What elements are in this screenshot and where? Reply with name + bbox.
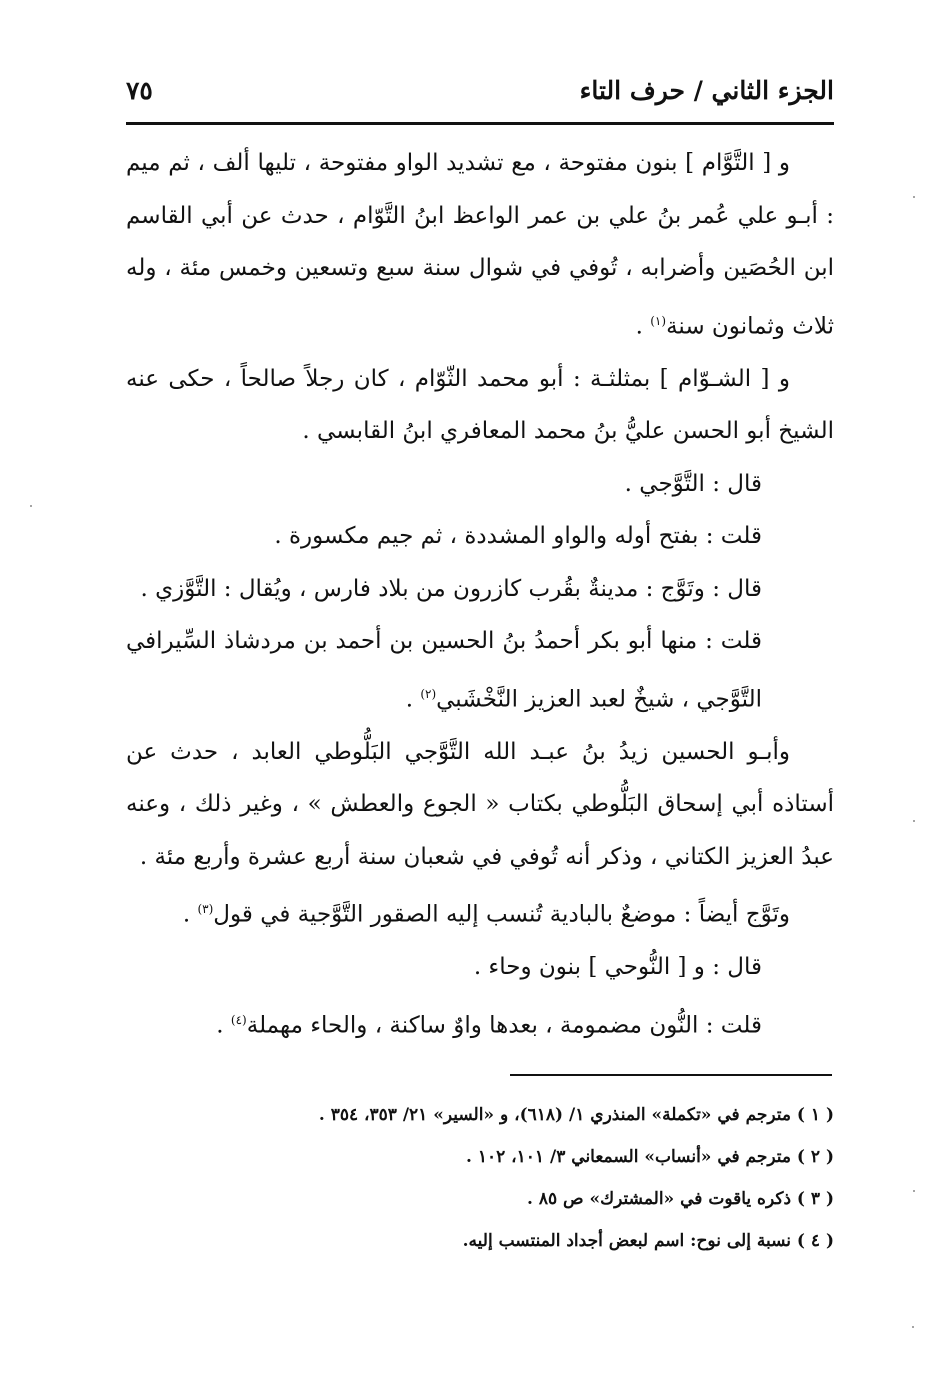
- footnote-4: ( ٤ ) نسبة إلى نوح: اسم لبعض أجداد المنتسب إليه.: [462, 1231, 834, 1251]
- quote-nuhi: قال : و [ النُّوحي ] بنون وحاء .: [473, 954, 762, 981]
- scan-speck: [913, 820, 915, 822]
- footnote-separator: [510, 1074, 832, 1076]
- footnote-2: ( ٢ ) مترجم في «أنساب» السمعاني ٣/ ١٠١، ١٠٢ .: [466, 1147, 834, 1167]
- running-title: الجزء الثاني / حرف التاء: [579, 76, 834, 105]
- scan-speck: [913, 1190, 915, 1192]
- footnote-1: ( ١ ) مترجم في «تكملة» المنذري ١/ (٦١٨)، و «السير» ٢١/ ٣٥٣، ٣٥٤ .: [318, 1105, 834, 1125]
- quote-tawwaj-city: قال : وتَوَّج : مدينةٌ بقُرب كازرون من بلاد فارس ، ويُقال : التَّوَّزي .: [140, 575, 762, 602]
- entry-text: قلت : منها أبو بكر أحمدُ بنُ الحسين بن أحمد بن مردشاذ السِّيرافي التَّوَّجي ، شيخٌ لعبد العزيز النَّخْشَبي: [126, 628, 762, 713]
- page-header: [126, 70, 834, 122]
- period: .: [216, 1012, 231, 1039]
- footnote-mark: (١): [650, 313, 667, 328]
- footnote-3: ( ٣ ) ذكره ياقوت في «المشترك» ص ٨٥ .: [527, 1189, 834, 1209]
- entry-text: و [ التَّوَّام ] بنون مفتوحة ، مع تشديد الواو مفتوحة ، تليها ألف ، ثم ميم : أبـو علي عُمر بنُ علي بن عمر الواعظ ابنُ التَّوّام ، حدث عن أبي القاسم ابن الحُصَين وأضرابه ، تُوفي في شوال سنة سبع وتسعين وخمس مئة ، وله ثلاث وثمانون سنة: [126, 150, 834, 340]
- entry-tawwam: [126, 137, 834, 353]
- note-abu-bakr: [126, 615, 834, 726]
- footnotes: [126, 1094, 834, 1262]
- period: .: [405, 686, 421, 713]
- entry-text: قلت : النُّون مضمومة ، بعدها واوٌ ساكنة ، والحاء مهملة: [246, 1012, 762, 1039]
- scan-speck: [912, 1326, 914, 1328]
- scan-speck: [913, 196, 915, 198]
- quote-tawwaji: قال : التَّوَّجي .: [624, 470, 762, 497]
- footnote-mark: (٣): [197, 902, 214, 917]
- entry-tawwaj-place: [126, 883, 834, 941]
- entry-thawwam: و [ الشـوّام ] بمثلثـة : أبو محمد الثّوّام ، كان رجلاً صالحاً ، حكى عنه الشيخ أبو الحسن عليُّ بنُ محمد المعافري ابنُ القابسي .: [126, 365, 834, 445]
- note-nuhi: [126, 994, 834, 1052]
- page-number: ٧٥: [126, 76, 153, 105]
- entry-abu-al-husayn: وأبـو الحسين زيدُ بنُ عبـد الله التَّوَّجي البَلُّوطي العابد ، حدث عن أستاذه أبي إسحاق البَلُّوطي بكتاب « الجوع والعطش » ، وغير ذلك ، وعنه عبدُ العزيز الكتاني ، وذكر أنه تُوفي في شعبان سنة أربع عشرة وأربع مئة .: [126, 738, 834, 870]
- period: .: [182, 901, 198, 928]
- note-vocalization: قلت : بفتح أوله والواو المشددة ، ثم جيم مكسورة .: [274, 523, 762, 550]
- header-rule: [126, 122, 834, 125]
- period: .: [635, 313, 651, 340]
- scan-speck: [30, 505, 32, 507]
- footnote-mark: (٤): [230, 1012, 247, 1027]
- entry-text: وتَوَّج أيضاً : موضعٌ بالبادية تُنسب إليه الصقور التَّوَّجية في قول: [213, 901, 790, 928]
- main-text: [126, 137, 834, 1052]
- footnote-mark: (٢): [420, 686, 437, 701]
